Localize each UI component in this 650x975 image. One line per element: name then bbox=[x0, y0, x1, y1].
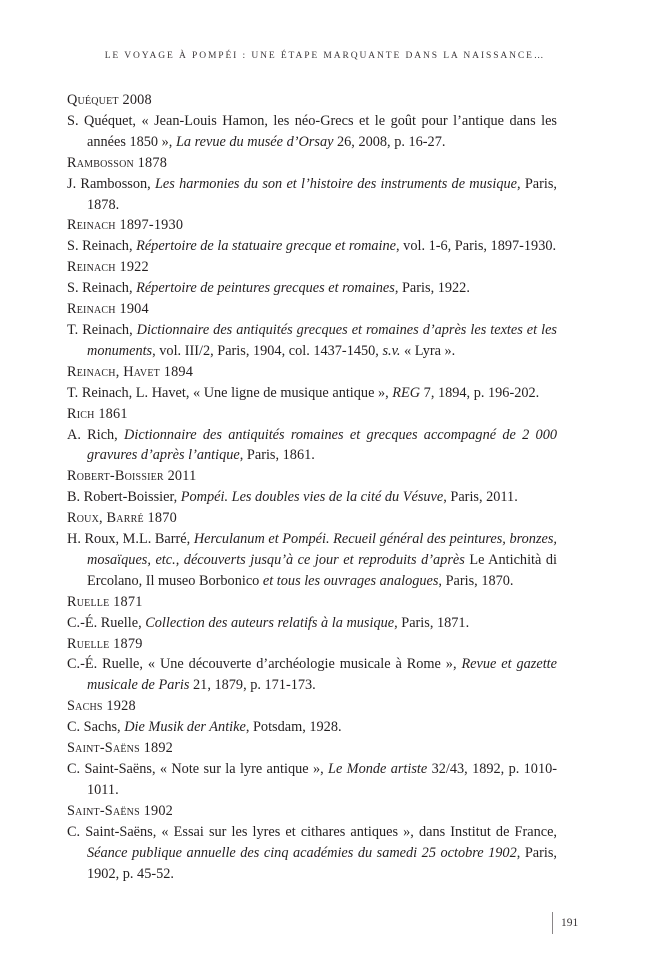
entry-reference bbox=[67, 654, 557, 696]
entry-key: Rambosson 1878 bbox=[67, 154, 168, 171]
reference-text: « Lyra ». bbox=[400, 342, 456, 359]
entry-reference bbox=[67, 613, 557, 634]
reference-text: S. Reinach, bbox=[67, 280, 137, 297]
bibliography-entry bbox=[67, 634, 557, 697]
bibliography-entry bbox=[67, 153, 557, 216]
reference-title: Le Monde artiste bbox=[328, 761, 428, 777]
entry-key: Reinach 1897-1930 bbox=[67, 217, 184, 234]
entry-key: Reinach, Havet 1894 bbox=[67, 363, 194, 380]
reference-title: Répertoire de la statuaire grecque et romaine bbox=[136, 238, 397, 255]
reference-title: Collection des auteurs relatifs à la musique bbox=[145, 614, 395, 631]
entry-key: Reinach 1922 bbox=[67, 259, 149, 276]
reference-text: 26, 2008, p. 16-27. bbox=[333, 133, 446, 150]
reference-text: , Potsdam, 1928. bbox=[245, 719, 342, 736]
reference-text: , Paris, 1878. bbox=[87, 175, 557, 213]
entry-reference bbox=[67, 278, 557, 299]
reference-title: Répertoire de peintures grecques et romaines bbox=[136, 280, 395, 297]
reference-title: Les harmonies du son et l’histoire des instruments de musique bbox=[154, 175, 517, 192]
reference-text: Le Antichità di Ercolano, Il museo Borbonico bbox=[87, 551, 557, 589]
entry-key: Saint-Saëns 1902 bbox=[67, 802, 174, 819]
reference-text: , vol. III/2, Paris, 1904, col. 1437-1450, bbox=[152, 342, 383, 359]
reference-text: J. Rambosson, bbox=[67, 175, 155, 192]
entry-key: Robert-Boissier 2011 bbox=[67, 468, 197, 485]
page-number: 191 bbox=[552, 912, 578, 934]
reference-title: Dictionnaire des antiquités romaines et grecques accompagné de 2 000 gravures d’après l’antique bbox=[87, 426, 557, 464]
entry-key: Ruelle 1871 bbox=[67, 593, 143, 610]
running-head: LE VOYAGE À POMPÉI : UNE ÉTAPE MARQUANTE DANS LA NAISSANCE… bbox=[104, 51, 546, 61]
entry-key: Ruelle 1879 bbox=[67, 635, 143, 652]
entry-key: Saint-Saëns 1892 bbox=[67, 740, 174, 757]
reference-title: Pompéi. Les doubles vies de la cité du Vésuve bbox=[180, 489, 444, 506]
reference-text: C. Saint-Saëns, « Essai sur les lyres et cithares antiques », dans Institut de France, bbox=[67, 823, 557, 840]
reference-title: Herculanum et Pompéi. Recueil général des peintures, bronzes, mosaïques, etc., découverts jusqu’à ce jour et reproduits d’après bbox=[87, 531, 557, 568]
reference-text: C. Sachs, bbox=[67, 719, 125, 736]
reference-text: , Paris, 1870. bbox=[438, 572, 514, 589]
reference-text: T. Reinach, bbox=[67, 321, 137, 338]
reference-title: La revue du musée d’Orsay bbox=[175, 133, 334, 150]
entry-reference bbox=[67, 759, 557, 801]
reference-text: B. Robert-Boissier, bbox=[67, 489, 181, 506]
bibliography-entry bbox=[67, 299, 557, 362]
bibliography-entry bbox=[67, 592, 557, 634]
reference-text: A. Rich, bbox=[67, 426, 125, 443]
reference-text: , Paris, 2011. bbox=[443, 489, 518, 506]
reference-text: T. Reinach, L. Havet, « Une ligne de musique antique », bbox=[67, 384, 393, 401]
entry-reference bbox=[67, 717, 557, 738]
entry-reference bbox=[67, 320, 557, 362]
reference-text: S. Quéquet, « Jean-Louis Hamon, les néo-Grecs et le goût pour l’antique dans les années 1850 », bbox=[67, 112, 557, 150]
reference-text: 21, 1879, p. 171-173. bbox=[189, 677, 316, 694]
reference-text: , Paris, 1922. bbox=[394, 280, 470, 297]
bibliography-list bbox=[67, 90, 557, 884]
reference-title: Die Musik der Antike bbox=[124, 719, 246, 736]
reference-title: et tous les ouvrages analogues bbox=[262, 572, 439, 589]
reference-text: S. Reinach, bbox=[67, 238, 137, 255]
reference-title: Revue et gazette musicale de Paris bbox=[87, 656, 557, 694]
bibliography-entry bbox=[67, 801, 557, 885]
entry-reference bbox=[67, 383, 557, 404]
bibliography-entry bbox=[67, 696, 557, 738]
reference-title: s.v. bbox=[382, 342, 401, 359]
reference-text: , Paris, 1861. bbox=[239, 447, 315, 464]
reference-title: Séance publique annuelle des cinq académies du samedi 25 octobre 1902 bbox=[87, 844, 517, 861]
reference-text: , Paris, 1902, p. 45-52. bbox=[87, 844, 557, 882]
reference-text: C. Saint-Saëns, « Note sur la lyre antique », bbox=[67, 761, 329, 777]
reference-title: Dictionnaire des antiquités grecques et romaines d’après les textes et les monuments bbox=[87, 321, 557, 359]
entry-reference bbox=[67, 425, 557, 467]
entry-reference bbox=[67, 822, 557, 885]
bibliography-entry bbox=[67, 215, 557, 257]
bibliography-entry bbox=[67, 738, 557, 801]
bibliography-entry bbox=[67, 404, 557, 467]
reference-text: , vol. 1-6, Paris, 1897-1930. bbox=[396, 238, 557, 255]
reference-text: 7, 1894, p. 196-202. bbox=[420, 384, 540, 401]
entry-key: Reinach 1904 bbox=[67, 301, 149, 318]
entry-key: Roux, Barré 1870 bbox=[67, 510, 177, 527]
reference-text: 32/43, 1892, p. 1010-1011. bbox=[87, 761, 557, 798]
bibliography-entry bbox=[67, 90, 557, 153]
entry-key: Quéquet 2008 bbox=[67, 92, 152, 108]
entry-reference bbox=[67, 236, 557, 257]
bibliography-entry bbox=[67, 466, 557, 508]
bibliography-entry bbox=[67, 362, 557, 404]
reference-text: H. Roux, M.L. Barré, bbox=[67, 531, 194, 548]
entry-reference bbox=[67, 529, 557, 592]
bibliography-entry bbox=[67, 508, 557, 592]
bibliography-entry bbox=[67, 257, 557, 299]
reference-text: , Paris, 1871. bbox=[394, 614, 470, 631]
entry-reference bbox=[67, 174, 557, 216]
entry-reference bbox=[67, 111, 557, 153]
reference-text: C.-É. Ruelle, bbox=[67, 614, 146, 631]
entry-key: Sachs 1928 bbox=[67, 698, 136, 715]
entry-key: Rich 1861 bbox=[67, 405, 128, 422]
reference-title: REG bbox=[392, 384, 421, 401]
reference-text: C.-É. Ruelle, « Une découverte d’archéologie musicale à Rome », bbox=[67, 656, 462, 673]
entry-reference bbox=[67, 487, 557, 508]
